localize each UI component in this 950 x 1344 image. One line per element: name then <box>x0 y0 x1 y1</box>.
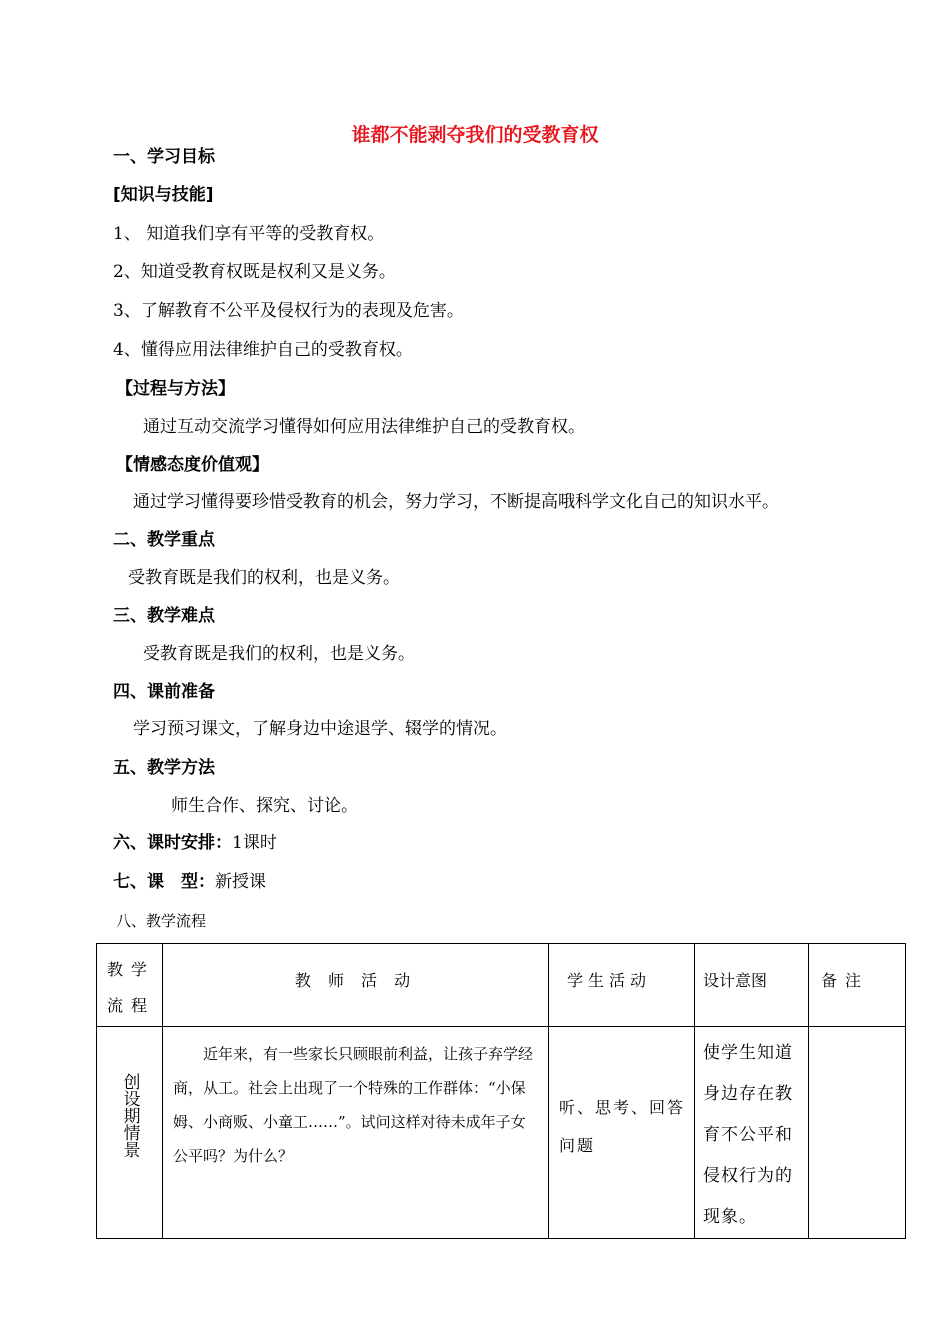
knowledge-item-1: 1、 知道我们享有平等的受教育权。 <box>113 224 385 244</box>
type-line <box>113 870 266 894</box>
table-header-row <box>97 944 906 1027</box>
schedule-line <box>113 831 277 855</box>
table-row <box>97 1027 906 1239</box>
page-title: 谁都不能剥夺我们的受教育权 <box>351 124 599 146</box>
emotion-heading: 【情感态度价值观】 <box>116 455 269 475</box>
goals-heading: 一、学习目标 <box>113 147 215 167</box>
knowledge-heading: [知识与技能] <box>113 185 214 205</box>
cell-design-intent: 使学生知道身边存在教育不公平和侵权行为的现象。 <box>695 1027 809 1239</box>
difficulty-heading: 三、教学难点 <box>113 606 215 626</box>
cell-teacher-activity: 近年来，有一些家长只顾眼前利益，让孩子弃学经商，从工。社会上出现了一个特殊的工作群体：“小保姆、小商贩、小童工……”。试问这样对待未成年子女公平吗？为什么？ <box>163 1027 549 1239</box>
type-heading: 七、课 型： <box>113 872 215 892</box>
header-note: 备注 <box>809 944 906 1027</box>
prep-heading: 四、课前准备 <box>113 682 215 702</box>
header-teacher: 教 师 活 动 <box>163 944 549 1027</box>
process-heading: 【过程与方法】 <box>116 379 235 399</box>
stage-label: 创设期情景 <box>119 1073 140 1158</box>
key-heading: 二、教学重点 <box>113 530 215 550</box>
emotion-text: 通过学习懂得要珍惜受教育的机会，努力学习，不断提高哦科学文化自己的知识水平。 <box>133 492 779 512</box>
flow-heading: 八、教学流程 <box>116 912 207 930</box>
knowledge-item-4: 4、懂得应用法律维护自己的受教育权。 <box>113 340 413 360</box>
type-value: 新授课 <box>215 872 266 892</box>
difficulty-text: 受教育既是我们的权利，也是义务。 <box>143 644 415 664</box>
schedule-heading: 六、课时安排： <box>113 833 232 853</box>
prep-text: 学习预习课文，了解身边中途退学、辍学的情况。 <box>133 719 507 739</box>
schedule-value: 1课时 <box>232 833 277 853</box>
cell-stage <box>97 1027 163 1239</box>
header-student: 学生活动 <box>549 944 695 1027</box>
key-text: 受教育既是我们的权利，也是义务。 <box>128 568 400 588</box>
knowledge-item-3: 3、了解教育不公平及侵权行为的表现及危害。 <box>113 301 464 321</box>
cell-student-activity: 听、思考、回答问题 <box>549 1027 695 1239</box>
method-text: 师生合作、探究、讨论。 <box>171 796 358 816</box>
cell-note <box>809 1027 906 1239</box>
method-heading: 五、教学方法 <box>113 758 215 778</box>
teaching-flow-table <box>96 943 906 1239</box>
header-stage: 教学流程 <box>97 944 163 1027</box>
process-text: 通过互动交流学习懂得如何应用法律维护自己的受教育权。 <box>143 417 585 437</box>
header-intent: 设计意图 <box>695 944 809 1027</box>
knowledge-item-2: 2、知道受教育权既是权利又是义务。 <box>113 262 396 282</box>
